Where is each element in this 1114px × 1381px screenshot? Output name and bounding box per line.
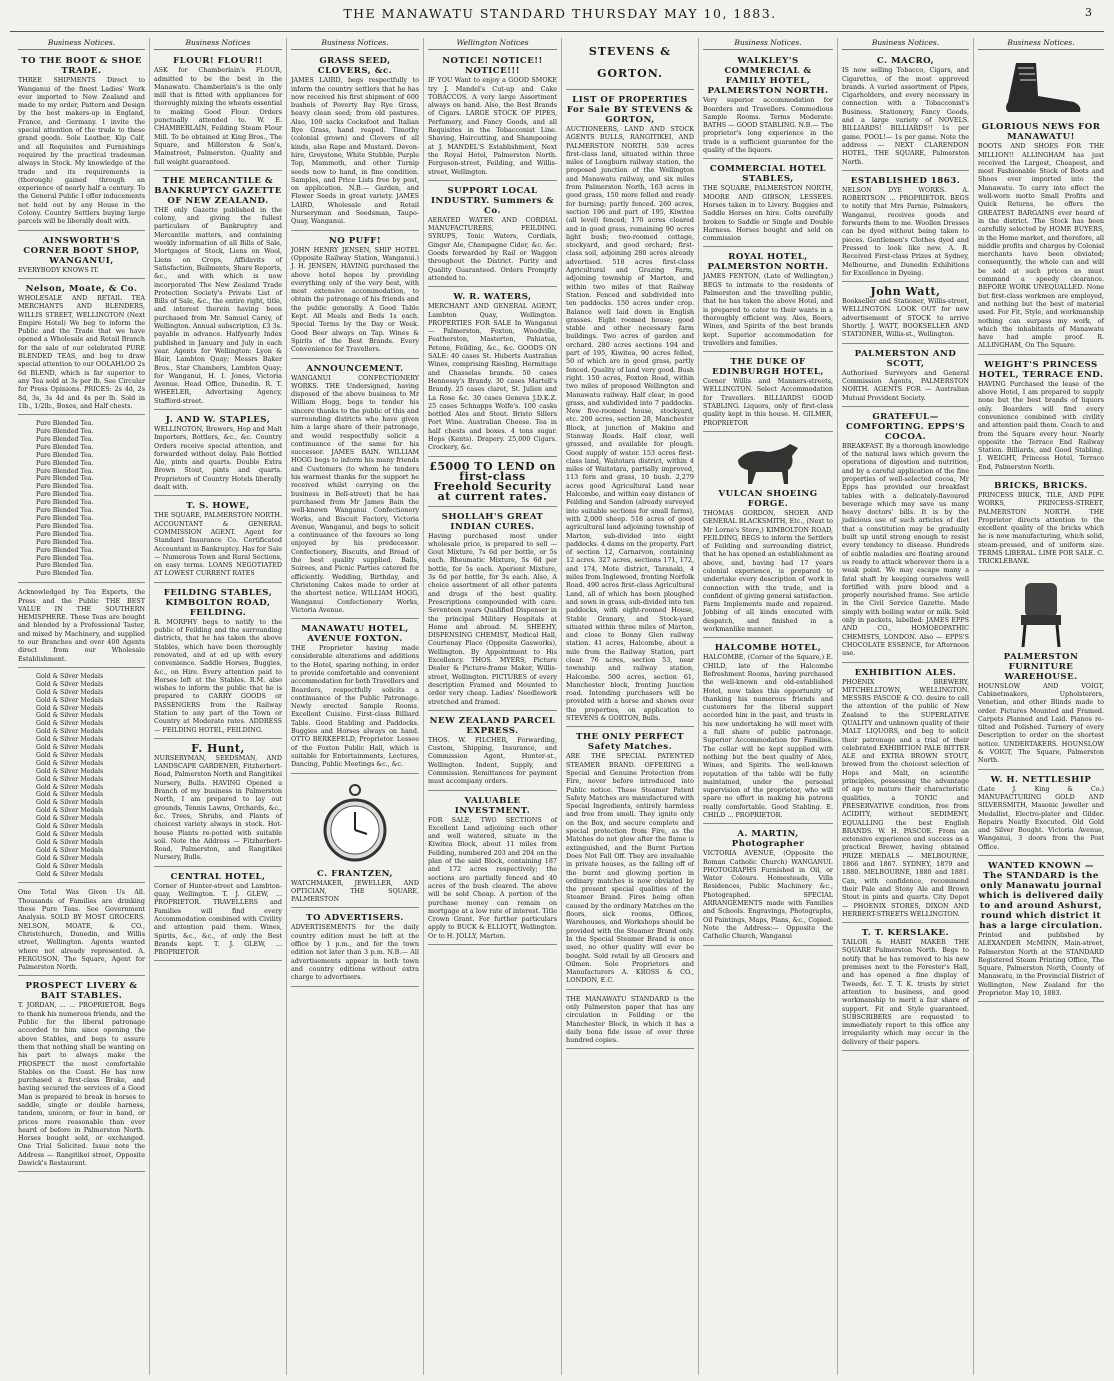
column-2 (150, 38, 287, 1375)
list-item: Gold & Silver Medals (36, 775, 104, 783)
ad-body: Having purchased most under wholesale price, is prepared to sell — Gout Mixture, 7s 6d per bottle, or 5s each. Rheumatic Mixture, 5s 6d per bottle, for 5s each. Aperient Mixture, 3s 6d per bottle, for 3s each. Also, A choice assortment of all other patents and drugs of the best quality. Prescriptions compounded with care. Seventeen years Qualified Dispenser in the principal Military Hospitals at Home and abroad. M. SHEEHY, DISPENSING CHEMIST, Medical Hall, Courtenay Place (Opposite Gasworks), Wellington. By Appointment to His Excellency. THOS. MYERS, Picture Dealer & Picture-frame Maker, Willis-street, Wellington. PICTURES of every description Framed and Mounted to order very cheap. Ladies' Needlework stretched and framed. (428, 531, 557, 706)
list-item: Pure Blended Tea. (36, 420, 94, 428)
ad-body: NURSERYMAN, SEEDSMAN, AND LANDSCAPE GARDENER, Fitzherbert-Road, Palmerston North and Rangitikei Nursery, Bulls. HAVING Opened a Branch of my business in Palmerston North, I am prepared to lay out grounds, Tennis Lawns, Orchards, &c., &c. Trees, Shrubs, and Plants of choicest variety always in stock. Hot-house Plants re-potted with suitable soil. Note the Address — Fitzherbert-Road, Palmerston, and Rangitikei Nursery, Bulls. (154, 753, 282, 862)
list-item: Gold & Silver Medals (36, 846, 104, 854)
advertisement (703, 434, 833, 638)
list-item: Gold & Silver Medals (36, 791, 104, 799)
ad-heading: T. T. KERSLAKE. (861, 928, 950, 939)
advertisement (154, 173, 282, 410)
column-header: Business Notices. (842, 38, 969, 50)
ad-heading: VULCAN SHOEING FORGE. (718, 488, 818, 509)
advertisement (154, 585, 282, 739)
ad-heading: BRICKS, BRICKS. (994, 480, 1088, 491)
list-item: Pure Blended Tea. (36, 428, 94, 435)
advertisement (842, 409, 969, 663)
ad-body: HAVING Purchased the lease of the above Hotel, I am prepared to supply none but the best brands of liquors only. Boarders will find every convenience combined with civility and attention paid them. Coach to and from the Square every hour. Nearly opposite the Terrace End Railway Station. Billiards, and Good Stabling. J. WEIGHT, Princess Hotel, Terrace End, Palmerston North. (978, 379, 1104, 471)
ad-body: THE MANAWATU STANDARD is the only Palmerston paper that has any circulation in Feilding or the Manchester Block, in which it has a daily bona fide issue of over three hundred copies. (566, 994, 694, 1045)
advertisement (428, 713, 557, 791)
column-1 (14, 38, 150, 1375)
advertisement (703, 161, 833, 247)
advertisement (978, 772, 1104, 856)
horse-illustration-icon (728, 440, 808, 486)
ad-heading: SUPPORT LOCAL INDUSTRY. Summers & Co. (430, 185, 555, 216)
ad-body: THOMAS GORDON, SHOER AND GENERAL BLACKSMITH, Etc., (Next to Mr Lorne's Store,) KIMBOLTON ROAD, FEILDING, BEGS to inform the Settlers of Feilding and surrounding district, that he has opened an establishment as above, and, having had 17 years colonial experience, is prepared to undertake every description of work in connection with the trade, and is confident of giving general satisfaction. Farm Implements made and repaired. Jobbing of all kinds executed with despatch, and finished in a workmanlike manner. (703, 508, 833, 634)
ad-heading: £5000 TO LEND on first-class Freehold Security at current rates. (429, 459, 556, 503)
ad-heading: THE ONLY PERFECT Safety Matches. (575, 732, 685, 753)
list-item: Pure Blended Tea. (36, 522, 94, 530)
ad-body: BREAKFAST. By a thorough knowledge of the natural laws which govern the operations of digestion and nutrition, and by a careful application of the fine properties of well-selected cocoa, Mr Epps has provided our breakfast tables with a delicately-flavoured beverage which may save us many heavy doctors' bills. It is by the judicious use of such articles of diet that a constitution may be gradually built up until strong enough to resist every tendency to disease. Hundreds of subtle maladies are floating around us ready to attack wherever there is a weak point. We may escape many a fatal shaft by keeping ourselves well fortified with pure blood and a properly nourished frame. See article in the Civil Service Gazette. Made simply with boiling water or milk. Sold only in packets, labelled: JAMES EPPS AND CO., HOMOEOPATHIC CHEMISTS, LONDON. Also — EPPS'S CHOCOLATE ESSENCE, for Afternoon use. (842, 441, 969, 658)
ad-body: Bookseller and Stationer, Willis-street, WELLINGTON. LOOK OUT for new advertisement of STOCK to arrive Shortly. J. WATT, BOOKSELLER AND STATIONER, Willis-st., Wellington. (842, 297, 969, 339)
list-item: Pure Blended Tea. (36, 451, 94, 459)
ad-body: THE SQUARE, PALMERSTON NORTH, MOORE AND GIBSON, LESSEES. Horses taken in to Livery. Buggies and Saddle Horses on hire. Colts carefully broken to Saddle or Single and Double Harness. Horses bought and sold on commission (703, 184, 833, 243)
ad-heading: T. S. HOWE, (186, 501, 250, 512)
list-item: Gold & Silver Medals (36, 728, 104, 736)
ad-heading: TO ADVERTISERS. (306, 913, 404, 924)
ad-body: WHOLESALE AND RETAIL TEA MERCHANTS AND BLENDERS, WILLIS STREET, WELLINGTON (Next Empire Hotel) We beg to inform the Public and the Trade that we have opened a Wholesale and Retail Branch for the sale of our celebrated PURE BLENDED TEAS, and beg to draw special attention to our OOLAHLOO 2s 6d BLEND, which is far superior to any Tea sold at 3s per lb. See Circular for Press Opinions. PRICES: 2s 4d, 2s 8d, 3s, 3s 4d and 4s per lb. Sold in 1lb., 1/2lb., Boxes, and Half chests. (18, 293, 145, 410)
list-item: Pure Blended Tea. (36, 435, 94, 443)
ad-body: THE Proprietor having made considerable alterations and additions to the Hotel, sparing nothing, in order to provide comfortable and convenient accommodation for both Travellers and Boarders, respectfully solicits a continuance of the Public Patronage. Newly erected Sample Rooms. Excellent Cuisine. First-class Billiard Table. Good Stabling and Paddocks. Buggies and Horses always on hand. OTTO BERKEFELD, Proprietor. Lessee of the Foxton Public Hall, which is suitable for Entertainments, Lectures, Dancing, Public Meetings &c., &c. (291, 644, 420, 769)
page-title: THE MANAWATU STANDARD THURSDAY MAY 10, 1883. (343, 6, 777, 21)
advertisement (428, 459, 557, 507)
ad-body: ASK for Chamberlain's FLOUR, admitted to be the best in the Manawatu. Chamberlain's is the only mill that is fitted with appliances for thoroughly mixing the wheats essential to making Good Flour. Orders punctually attended to. W. E. CHAMBERLAIN, Feilding Steam Flour Mill. To be obtained at King Bros., The Square, and Millerston & Son's, Mainstreet, Palmerston. Quality and full weight guaranteed. (154, 66, 282, 166)
advertisement (703, 826, 833, 945)
ad-heading: Nelson, Moate, & Co. (25, 283, 138, 294)
list-item: Pure Blended Tea. (36, 530, 94, 538)
page-number: 3 (1085, 6, 1092, 19)
advertisement (291, 621, 419, 773)
advertisement (978, 858, 1104, 1002)
advertisement (703, 640, 833, 824)
column-3 (287, 38, 424, 1375)
ad-heading: W. H. NETTLESHIP (990, 774, 1092, 785)
ad-body: HALCOMBE, (Corner of the Square,) E. CHILD, late of the Halcombe Refreshment Rooms, having purchased the well-known and old-established Hotel, now takes this opportunity of thanking his numerous friends and customers for the liberal support accorded him in the past, and trusts in his new undertaking he will meet with a full share of public patronage. Superior Accommodation for Families. The cellar will be kept supplied with nothing but the best quality of Ales, Wines, and Spirits. The well-known reputation of the table will be fully maintained, under the personal supervision of the proprietor, who will spare no effort in making his patrons really comfortable. Good Stabling. E. CHILD ... PROPRIETOR. (703, 653, 833, 819)
list-item: Gold & Silver Medals (36, 696, 104, 704)
list-item: Pure Blended Tea. (36, 483, 94, 491)
ad-body: EVERYBODY KNOWS IT. (18, 265, 99, 274)
advertisement (842, 665, 969, 924)
advertisement (842, 346, 969, 407)
list-item: Gold & Silver Medals (36, 688, 104, 696)
ad-body: THE only Gazette published in the colony, and giving the fullest particulars of Bankruptcy and Mercantile matters, and containing weekly information of all Bills of Sale, Mortgages of Stock, Liens on Wool, Liens on Crops, Affidavits of Satisfaction, Bailments, Share Reports, &c., and with which is now incorporated The New Zealand Trade Protection Society's Private List of Bills of Sale, &c., the entire right, title, and interest therein having been purchased from Mr. Samuel Carey, of Wellington. Annual subscription, £3 3s. payable in advance. Halfyearly Index published in January and July in each year. Agents for Wellington: Lyon & Blair, Lambton Quay; Messrs Baker Bros., Star Chambers, Lambton Quay; for Wanganui, H. I. Jones, Victoria Avenue. Head Office, Dunedin. R. T. WHEELER, Advertising Agency, Stafford-street. (154, 205, 282, 405)
ad-body: Very superior accommodation for Boarders and Travellers. Commodious Sample Rooms. Terms Moderate. BATHS — GOOD STABLING. N.B.— The proprietor's long experience in the trade is a sufficient guarantee for the quality of the liquors. (703, 96, 833, 155)
ad-heading: W. R. WATERS, (453, 292, 532, 303)
advertisement (842, 173, 969, 282)
ad-body: Corner Willis and Manners-streets, WELLINGTON. Select Accommodation for Travellers. BILLIARDS! GOOD STABLING. Liquors, only of first-class quality kept in this house. H. GILMER, PROPRIETOR (703, 377, 833, 427)
list-item: Pure Blended Tea. (36, 467, 94, 475)
ad-body: WANGANUI CONFECTIONERY WORKS. THE Undersigned, having disposed of the above business to Mr William Hogg, begs to tender his sincere thanks to the public of this and surrounding districts who have given him a large share of their patronage, and would respectfully solicit a continuance of the same for his successor. JAMES BAIN. WILLIAM HOGG begs to inform his many friends and Customers (to whom he tenders his warmest thanks for the support he received whilst carrying on the business in Bell-street) that he has purchased from Mr James Bain the well-known Wanganui Confectionery Works, and Biscuit Factory, Victoria Avenue, Wanganui, and begs to solicit a continuance of the favours so long enjoyed by his predecessor. Confectionery, Biscuits, and Bread of the best quality supplied. Balls, Soirees, and Picnic Parties catered for efficiently. Wedding, Birthday, and Christening Cakes made to order at the shortest notice. WILLIAM HOGG, Wanganui Confectionery Works, Victoria Avenue. (291, 373, 419, 614)
column-header: Business Notices. (18, 38, 145, 50)
ad-heading: ESTABLISHED 1863. (850, 175, 961, 186)
ad-heading: THE MERCANTILE & BANKRUPTCY GAZETTE OF NEW ZEALAND. (154, 175, 282, 206)
ad-body: HOUNSLOW AND VOIGT, Cabinetmakers, Upholsterers, Venetian, and other Blinds made to order. Pictures Mounted and Framed. Carpets Planned and Laid. Pianos re-tilted and Polished. Turnery of every Description to order on the shortest notice. UNDERTAKERS. HOUNSLOW & VOIGT, The Square, Palmerston North. (978, 681, 1104, 765)
advertisement (566, 729, 694, 989)
repeated-list (18, 673, 145, 879)
advertisement (154, 741, 282, 867)
ad-body: JOHN HENRY JENSEN, SHIP HOTEL (Opposite Railway Station, Wanganui.) J. H. JENSEN, HAVING purchased the above hotel hopes by providing everything only of the very best, with most extensive accommodation, to obtain the patronage of his friends and the public generally. A Good Table Kept. All Meals and Beds 1s each. Special Terms by the Day or Week. Good Beer always on Tap. Wines & Spirits of the Best Brands. Every Convenience for Travellers. (291, 245, 419, 354)
ad-body: JAMES FENTON, (Late of Wellington,) BEGS to intimate to the residents of Palmerston and the travelling public, that he has taken the above Hotel, and is prepared to cater to their wants in a thoroughly efficient way. Ales, Beers, Wines, and Spirits of the best brands kept. Superior accommodation for travellers and families. (703, 272, 833, 347)
list-item: Gold & Silver Medals (36, 720, 104, 728)
ad-heading: John Watt, (870, 285, 941, 299)
ad-heading: AINSWORTH'S CORNER BOOT SHOP, WANGANUI, (23, 235, 140, 266)
list-item: Gold & Silver Medals (36, 870, 104, 878)
ad-heading: PALMERSTON FURNITURE WAREHOUSE. (1003, 651, 1079, 682)
ad-body: FOR SALE, TWO SECTIONS of Excellent Land adjoining each other and well watered, situate in the Kiwitea Block, about 11 miles from Feilding, numbered 203 and 204 on the plan of the said Block, containing 187 and 172 acres respectively; the sections are partially fenced and 40 acres of the bush cleared. The above will be sold Cheap. A portion of the purchase money can remain on mortgage at a low rate of interest. Title Crown Grant. For further particulars apply to BUCK & ELLIOTT, Wellington. Or to H. JOLLY, Marton. (428, 815, 557, 940)
advertisement (18, 978, 145, 1172)
ad-body: PRINCESS BRICK, TILE, AND PIPE WORKS, PRINCESS-STREET, PALMERSTON NORTH. THE Proprietor directs attention to the excellent quality of the bricks which he is now manufacturing, which solid, steam-pressed, and of uniform size. TERMS LIBERAL. LIME FOR SALE. C. TRICKLEBANK. (978, 490, 1104, 566)
column-6 (699, 38, 838, 1375)
ad-heading: NEW ZEALAND PARCEL EXPRESS. (429, 715, 556, 736)
ad-heading: ROYAL HOTEL, PALMERSTON NORTH. (707, 252, 829, 273)
column-header: Wellington Notices (428, 38, 557, 50)
advertisement (428, 183, 557, 287)
column-8 (974, 38, 1108, 1375)
list-item: Pure Blended Tea. (36, 443, 94, 451)
ad-heading: VALUABLE INVESTMENT. (454, 795, 531, 816)
ad-heading: EXHIBITION ALES. (854, 667, 957, 678)
list-item: Pure Blended Tea. (36, 554, 94, 562)
advertisement (154, 869, 282, 962)
ad-body: R. MORPHY begs to notify to the public of Feilding and the surrounding districts, that he has taken the above Stables, which have been thoroughly renovated, and at ed up with every convenience. Saddle Horses, Buggies, &c., on Hire. Every attention paid to Horses left at the Stables. R.M. also wishes to inform the public that he is prepared to CARRY GOODS or PASSENGERS from the Railway Station to any part of the Town or Country at Moderate rates. ADDRESS — FEILDING HOTEL, FEILDING. (154, 617, 282, 734)
list-item: Gold & Silver Medals (36, 823, 104, 831)
list-item: Pure Blended Tea. (36, 499, 94, 507)
advertisement (18, 885, 145, 976)
ad-body: NELSON DYE WORKS. A. ROBERTSON ... PROPRIETOR. BEGS to notify that Mrs Parnie, Palmakers, Wanganui, receives goods and forwards them to me. Woollen Dresses can be dyed without being taken to pieces. Gentlemen's Clothes dyed and Pressed to look like new. A. R. Received First-class Prizes at Sydney, Melbourne, and Dunedin Exhibitions for Excellence in Dyeing. (842, 185, 969, 277)
list-item: Gold & Silver Medals (36, 799, 104, 807)
list-item: Gold & Silver Medals (36, 854, 104, 862)
list-item: Gold & Silver Medals (36, 831, 104, 839)
list-item: Gold & Silver Medals (36, 783, 104, 791)
advertisement (291, 233, 419, 359)
list-item: Gold & Silver Medals (36, 672, 104, 680)
advertisement (154, 498, 282, 582)
advertisement (703, 53, 833, 159)
pocket-watch-icon (320, 782, 390, 866)
ad-heading: HALCOMBE HOTEL, (714, 643, 822, 654)
ad-body: (Late J. King & Co.) MANUFACTURING GOLD AND SILVERSMITH, Masonic Jeweller and Medallist, Electro-plater and Gilder. Repairs Neatly Executed. Old Gold and Silver Bought. Victoria Avenue, Wanganui, 3 doors from the Post Office. (978, 784, 1104, 851)
advertisement (978, 573, 1104, 770)
ad-heading: FEILDING STABLES, KIMBOLTON ROAD, FEILDING. (163, 587, 273, 618)
advertisement (703, 354, 833, 432)
ad-body: AUCTIONEERS, LAND AND STOCK AGENTS BULLS, RANGITIKEI, AND PALMERSTON NORTH. 539 acres first-class land, situated within three miles of Longburn railway station, the proposed junction of the Wellington and Manawatu railway, and six miles from Palmerston North, 163 acres in good grass, 150 more felled and ready for burning; partly fenced. 260 acres, section 196 and part of 195, Kiwitea (all level) fenced; 170 acres cleared and in good grass, remaining 90 acres light bush; two-roomed cottage, stockyard, and good orchard; first-class soil, adjoining 280 acres already advertised. 518 acres first-class Agricultural and Grazing Farm, adjoining township of Marton, and within two miles of that Railway Station. Fenced and subdivided into ten paddocks. 150 acres under crop. Balance well laid down in English grasses. Eight roomed house; good stable and other necessary farm buildings. Two acres of garden and orchard. 280 acres sections 194 and part of 195, Kiwitea, 90 acres felled, 50 of which are in good grass, partly fenced. Quality of land very good. Bush right. 150 acres, Foxton Road, within two miles of proposed Wellington and Manawatu railway. Half clear, in good grass, and subdivided into 7 paddocks. New five-roomed house, stockyard, etc. 200 acres, section 28, Manchester Block, at junction of Makino and Stanway Roads. Half clear, well grassed, and available for plough. Good supply of water. 153 acres first-class land, Waitotara district, within 4 miles of Waitotara, partially improved, 113 fern and grass, 10 bush. 2,279 acres good Agricultural Land near Halcombe, and within easy distance of Feilding and Sandon (already surveyed into suitable sections for small farms), with 2,000 sheep. 518 acres of good agricultural land adjoining township of Marton, sub-divided into eight paddocks. 4 dams on the property. Part of section 12, Carnarvon, containing 12 acres. 327 acres, sections 171, 172, and 174, Mote district, Taranaki, 4 miles from Inglewood, fronting Norfolk Road. 490 acres first-class Agricultural Land, all of which has been ploughed and sown in grass, sub-divided into ten paddocks, with eight-roomed House, Stable Granary, and Stock-yard situated within three miles of Marton, and close to Bonny Glen railway station. 41 acres, Halcombe, about a mile from the Railway Station, part clear. 76 acres, section 53, near township and railway station, Halcombe. 500 acres, section 61, Manchester block, fronting Junction road. Intending purchasers will be provided with a horse and shown over the properties, on application to STEVENS & GORTON, Bulls. (566, 125, 694, 723)
ad-body: THOS. W. FILCHER, Forwarding, Custom, Shipping, Insurance, and Commission Agent, Hunter-st., Wellington. Indent, Supply, and Commission. Remittances for payment must accompany orders. (428, 735, 557, 786)
repeated-list (18, 420, 145, 578)
advertisement (18, 281, 145, 415)
ad-body: Authorised Surveyors and General Commission Agents, PALMERSTON NORTH. AGENTS FOR — Australian Mutual Provident Society. (842, 368, 969, 402)
list-item: Gold & Silver Medals (36, 862, 104, 870)
column-5 (562, 38, 699, 1375)
ad-heading: GLORIOUS NEWS FOR MANAWATU! (981, 122, 1101, 143)
ad-heading: NOTICE! NOTICE!! NOTICE!!! (442, 56, 543, 77)
ad-body: WATCHMAKER, JEWELLER, AND OPTICIAN, THE SQUARE, PALMERSTON (291, 878, 419, 904)
advertisement (566, 992, 694, 1050)
ad-body: IF YOU Want to enjoy a GOOD SMOKE try J. Mandel's Cut-up and Cake TOBACCOS. A very large Assortment always on hand. Also, the Best Brands of Cigars. LARGE STOCK OF PIPES, Perfumery, and Fancy Goods, and all Requisites in the Tobacconist Line. Shaving, Haircutting, and Shampooing at J. MANDEL'S Establishment, Next the Royal Hotel, Palmerston North. Ferguson-street, Feilding, and Willis-street, Wellington. (428, 76, 557, 176)
advertisement (18, 585, 145, 668)
ad-heading: A. MARTIN, Photographer (731, 829, 805, 850)
column-header: Business Notices. (703, 38, 833, 50)
advertisement (842, 925, 969, 1051)
list-item: Gold & Silver Medals (36, 815, 104, 823)
ad-body: JAMES LAIRD, begs respectfully to inform the country settlers that he has now received his first shipment of 600 bushels of Poverty Bay Rye Grass, heavy clean seed; from old pastures. Also, 100 sacks Cocksfoot and Italian Rye Grass, hand reaped. Timothy (colonial grown) and Clovers of all kinds, also Rape and Mustard. Devon-hire, Greystone, White Stubble, Purple Top, Mammoth, and other Turnip seeds now to hand, in fine condition. Samples, and Price Lists free by post, on application. N.B.— Garden, and Flower Seeds in great variety. JAMES LAIRD, Wholesale and Retail Nurseryman and Seedsman, Taupo-Quay, Wanganui. (291, 76, 419, 226)
ad-body: IS now selling Tobacco, Cigars, and Cigarettes, of the most approved brands. A varied assortment of Pipes, Cigarholders, and every necessary in connection with a Tobacconist's Business. Stationery, Fancy Goods, and a large variety of NOVELS. BILLIARDS! BILLIARDS!! 1s per game. POOL!— 1s per game. Note the address — NEXT CLARENDON HOTEL, THE SQUARE, Palmerston North. (842, 66, 969, 166)
ad-body: THE SQUARE, PALMERSTON NORTH. ACCOUNTANT & GENERAL COMMISSION AGENT. Agent for Standard Insurance Co. Certificated Accountant in Bankruptcy. Has for Sale — Numerous Town and Rural Sections, on easy terms. LOANS NEGOTIATED AT LOWEST CURRENT RATES (154, 511, 282, 578)
advertisement (428, 53, 557, 181)
ad-heading: TO THE BOOT & SHOE TRADE. (21, 56, 142, 77)
ad-body: WELLINGTON, Brewers, Hop and Malt Importers, Bottlers, &c., &c. Country Orders receive special attention, and forwarded without delay. Pale Bottled Ale, pints and quarts. Double Extra Brown Stout, pints and quarts. Proprietors of Country Hotels liberally dealt with. (154, 424, 282, 492)
ad-body: ARE THE SPECIAL PATENTED STEAMER BRAND. OFFERING a Special and Genuine Protection from Fire, never before introduced into Public notice. These Steamer Patent Safety Matches are manufactured with Special Ingredients, entirely harmless and free from smell. They ignite only on the Box, and secure complete and special protection from Fire, as the Matches do not glow after the flame is extinguished, and the Burnt Portion Does Not Fall Off. They are invaluable in private houses, as the falling off of the burnt and glowing portion in ordinary matches is now obviated by the present special qualities of the Steamer Brand. Fires being often caused by the ordinary Matches on the floors, sick rooms, Offices, Warehouses, and Workshops should be provided with the Steamer Brand only. In the Special Steamer Brand is once used, no other quality will ever be bought. Sold retail by all Grocers and Oilmen. Sole Proprietors and Manufacturers A. KROSS & CO., LONDON, E.C. (566, 752, 694, 985)
masthead-rule (10, 31, 1104, 32)
column-4 (424, 38, 562, 1375)
ad-heading: THE DUKE OF EDINBURGH HOTEL, (712, 357, 824, 378)
ad-body: AERATED WATER AND CORDIAL MANUFACTURERS, FEILDING. SYRUPS, Tonic Waters, Cordials, Ginger Ale, Champagne Cider, &c. &c. Goods forwarded by Rail or Waggon throughout the District. Purity and Quality Guaranteed. Orders Promptly attended to. (428, 215, 557, 282)
list-item: Gold & Silver Medals (36, 712, 104, 720)
ad-heading: LIST OF PROPERTIES For Sale BY STEVENS & GORTON, (566, 95, 694, 125)
advertisement (291, 53, 419, 230)
ad-body: ADVERTISEMENTS for the daily country edition must be left at the office by 1 p.m., and for the town edition not later than 3 p.m. N.B.— All advertisements appear in both town and country editions without extra charge to advertisers. (291, 923, 419, 982)
advertisement (291, 361, 419, 620)
ad-heading: COMMERCIAL HOTEL STABLES, (709, 164, 827, 185)
boot-illustration-icon (996, 58, 1086, 118)
ad-heading: PROSPECT LIVERY & BAIT STABLES. (25, 981, 138, 1002)
advertisement (842, 53, 969, 171)
list-item: Gold & Silver Medals (36, 838, 104, 846)
ad-heading: C. FRANTZEN, (317, 868, 393, 879)
ad-body: PHOENIX BREWERY, MITCHELLTOWN, WELLINGTON. MESSRS PASCOE & CO. desire to call the attention of the public of New Zealand to the SUPERLATIVE QUALITY and unknown quality of their MALT LIQUORS, and beg to solicit their patronage and a trial of their celebrated EXHIBITION PALE BITTER ALE and EXTRA BROWN STOUT, brewed from the choicest selection of Hops and Malt, on scientific principles, possessing the advantage of age to mature their characteristic qualities, a TONIC and PRESERVATIVE condition, free from ACIDITY, without SEDIMENT, EQUALLING the best English BRANDS. W. H. PASCOE. From an extensive experience and success as a practical Brewer, having obtained PRIZE MEDALS — MELBOURNE, 1866 and 1867. SYDNEY, 1879 and 1880. MELBOURNE, 1880 and 1881. Can, with confidence, recommend their Pale and Stony Ale and Brown Stout in pints and quarts. City Depot — PHOENIX STORES, DIXON AND HERBERT-STREETS WELLINGTON. (842, 677, 969, 918)
column-header: Business Notices (154, 38, 282, 50)
ad-body: Printed and published by ALEXANDER McMINN, Main-street, Palmerston North at the STANDARD Registered Steam Printing Office, The Square, Palmerston North, County of Manawatu, in the Provincial District of Wellington, New Zealand for the Proprietor. May 10, 1883. (978, 931, 1104, 998)
advertisement (154, 412, 282, 496)
list-item: Pure Blended Tea. (36, 570, 94, 578)
list-item: Pure Blended Tea. (36, 562, 94, 570)
list-item: Gold & Silver Medals (36, 704, 104, 712)
advertisement (18, 53, 145, 230)
ad-heading: J. AND W. STAPLES, (165, 414, 271, 425)
advertisement (978, 53, 1104, 354)
advertisement (18, 670, 145, 884)
ad-body: VICTORIA AVENUE, (Opposite the Roman Catholic Church) WANGANUI. PHOTOGRAPHS Furnished in Oil, or Water Colours. Homesteads, Villa Residences, Public Machinery &c., Photographed. SPECIAL ARRANGEMENTS made with Families and Schools. Engravings, Photographs, Oil Paintings, Maps, Plans, &c., Copied. Note the Address:— Opposite the Catholic Church, Wanganui (703, 849, 833, 941)
ad-heading: F. Hunt, (191, 741, 245, 755)
ad-heading: WALKLEY'S COMMERCIAL & FAMILY HOTEL, PALMERSTON NORTH. (707, 56, 829, 97)
list-item: Gold & Silver Medals (36, 736, 104, 744)
advertisement (154, 53, 282, 171)
ad-heading: FLOUR! FLOUR!! (173, 56, 263, 67)
list-item: Pure Blended Tea. (36, 475, 94, 483)
list-item: Gold & Silver Medals (36, 807, 104, 815)
ad-body: MERCHANT AND GENERAL AGENT, Lambton Quay, Wellington. PROPERTIES FOR SALE In Wanganui — Palmerston, Foxton, Woodville, Featherston, Masterton, Pahiatua, Petone, Feilding, &c., &c. GOODS ON SALE: 40 cases St. Huberts Australian Wines, comprising Riesling, Hermitage and Chasselas brands. 50 cases Hennessy's Brandy. 30 cases Martell's Brandy. 25 cases claret, St. Julien and La Rose &c. 30 cases Geneva J.D.K.Z. 25 cases Schnapps Wolfe's. 100 casks bottled Ales and Stout. Bristo Sillers Port Wine. Australian Cheese. Tea in half chests and boxes. 4 tons sugar. Hops (Kents). Drapery. 25,000 Cigars. Crockery, &c. (428, 302, 557, 452)
advertisement (18, 417, 145, 583)
ad-heading: SHOLLAH'S GREAT INDIAN CURES. (441, 511, 544, 532)
list-item: Pure Blended Tea. (36, 491, 94, 499)
list-item: Gold & Silver Medals (36, 767, 104, 775)
ad-body: TAILOR & HABIT MAKER THE SQUARE Palmerston North. Begs to notify that he has removed to his new premises next to the Forester's Hall, and has opened a fine display of Tweeds, &c. T. T. K. trusts by strict attention to business, and good workmanship to merit a fair share of support. Fit and Style guaranteed. SUBSCRIBERS are requested to immediately report to this office any irregularity which may occur in the delivery of their papers. (842, 938, 969, 1046)
list-item: Pure Blended Tea. (36, 459, 94, 467)
ad-body: Corner of Hunter-street and Lambton-quay, Wellington. T. J. GLEW, ... PROPRIETOR. TRAVELLERS and Families will find every Accommodation combined with Civility and attention paid them. Wines, Spirits, &c., &c., of only the Best Brands kept. T. J. GLEW, ... PROPRIETOR (154, 881, 282, 957)
ad-heading: WEIGHT'S PRINCESS HOTEL, TERRACE END. (978, 359, 1104, 380)
ad-heading: WANTED KNOWN — The STANDARD is the only Manawatu journal which is delivered daily to and around Ashurst, round which district it has a large circulation. (978, 861, 1104, 931)
ad-heading: C. MACRO, (876, 56, 935, 67)
advertisement (18, 233, 145, 279)
advertisement (842, 284, 969, 343)
ad-body: BOOTS AND SHOES FOR THE MILLION!! ALLINGHAM has just received the Largest, Cheapest, and most Fashionable Stock of Boots and Shoes ever imported into the Manawatu. To carry into effect the well-worn motto Small Profits and Quick Returns, he offers the GREATEST BARGAINS ever heard of in the district. The Stock has been carefully selected by HOME BUYERS, in the Home market, and therefore, all middle profits and charges by Colonial merchants have been obviated; consequently, the whole can and will be sold at such prices as must command a speedy clearance. BEFORE WORK UNEQUALLED. None but first-class workmen are employed, and nothing but the best of material used. For Fit, Style, and workmanship nothing can surpass my work, of which the inhabitants of Manawatu have had ample proof. R. ALLINGHAM, On The Square. (978, 142, 1104, 350)
chair-illustration-icon (1011, 579, 1071, 649)
ad-heading: PALMERSTON AND SCOTT, (854, 348, 957, 369)
advertisement (428, 509, 557, 711)
advertisement (566, 92, 694, 727)
list-item: Gold & Silver Medals (36, 744, 104, 752)
advertisement (291, 910, 419, 986)
list-item: Pure Blended Tea. (36, 546, 94, 554)
list-item: Pure Blended Tea. (36, 538, 94, 546)
advertisement (978, 478, 1104, 571)
ad-heading: GRASS SEED, CLOVERS, &c. (317, 56, 393, 77)
masthead (0, 0, 1114, 36)
ad-heading: ANNOUNCEMENT. (306, 363, 404, 374)
column-7 (838, 38, 974, 1375)
ad-heading: STEVENS & GORTON. (588, 45, 672, 80)
advertisement (978, 357, 1104, 476)
advertisement (291, 776, 419, 909)
advertisement (428, 793, 557, 945)
ad-body: One Total Was Given Us All. Thousands of Families are drinking these Pure Teas. See Government Analysis. SOLD BY MOST GROCERS. NELSON, MOATE, & CO., Christchurch, Dunedin, and Willis street, Wellington. Agents wanted where not already represented. A. FERGUSON, The Square, Agent for Palmerston North. (18, 888, 145, 972)
list-item: Pure Blended Tea. (36, 514, 94, 522)
ad-heading: CENTRAL HOTEL, (170, 871, 266, 882)
ad-body: Acknowledged by Tea Experts, the Press and the Public THE BEST VALUE IN THE SOUTHERN HEMISPHERE. These Teas are bought and blended by a Professional Taster, and mixed by Machinery, and supplied to our Branches and over 400 Agents direct from our Wholesale Establishment. (18, 588, 145, 663)
advertisement (703, 249, 833, 352)
ad-body: T. JORDAN, ... ... PROPRIETOR. Begs to thank his numerous friends, and the Public for the liberal patronage accorded to him since opening the above Stables, and begs to assure them that nothing shall be wanting on his part to always make the PROSPECT the most comfortable Stables on the Coast. He has now purchased a first-class Brake, and having secured the services of a Good Man is prepared to break in horses to saddle, single or double harness, tandem, unicorn, or four in hand, or prices more reasonable than ever heard of before in Palmerston North. Horses bought sold, or exchanged. One Trial Solicited. Issue note the Address — Rangitikei street, Opposite Dawick's Restaurant. (18, 1001, 145, 1168)
list-item: Gold & Silver Medals (36, 759, 104, 767)
advertisement (428, 289, 557, 456)
list-item: Pure Blended Tea. (36, 507, 94, 515)
list-item: Gold & Silver Medals (36, 751, 104, 759)
column-header: Business Notices. (978, 38, 1104, 50)
column-header: Business Notices. (291, 38, 419, 50)
ad-heading: GRATEFUL—COMFORTING. EPPS'S COCOA. (845, 411, 966, 442)
advertisement (566, 38, 694, 90)
ad-heading: NO PUFF! (328, 235, 382, 246)
list-item: Gold & Silver Medals (36, 680, 104, 688)
ad-heading: MANAWATU HOTEL, AVENUE FOXTON. (301, 624, 409, 645)
ad-body: THREE SHIPMENTS Direct to Wanganui of the finest Ladies' Work ever imported to New Zealand and made to my order, Pattern and Design by the best makers-up in England, France, and Germany. I invite the special attention of the trade to these grand goods. Sole Leather, Kip Calf, and all Requisites and Furnishings required by the practical tradesman always in Stock. My knowledge of the trade and its requirements is (thorough) gained through an experience of nearly half a century. To the General Public I offer inducements not held out by any House in the Colony. Country Settlers buying large parcels will be liberally dealt with. (18, 76, 145, 226)
